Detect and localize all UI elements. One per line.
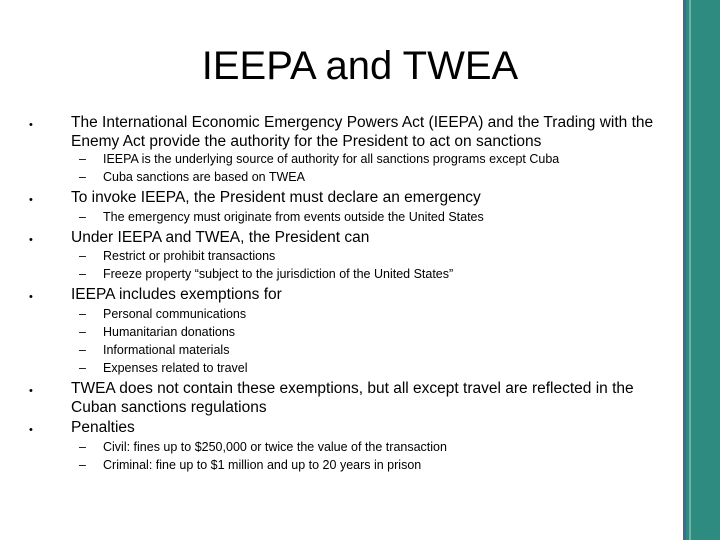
bullet-icon: • [29,194,33,206]
dash-icon: – [79,152,86,166]
dash-icon: – [79,307,86,321]
bullet-icon: • [29,385,33,397]
bullet-text: Penalties [71,419,135,436]
sub-bullet-text: Cuba sanctions are based on TWEA [103,170,305,184]
bullet-icon: • [29,234,33,246]
dash-icon: – [79,440,86,454]
dash-icon: – [79,458,86,472]
bullet-text: The International Economic Emergency Powers Act (IEEPA) and the Trading with the Enemy Act provide the authority for the President to act on sanctions [71,114,654,150]
sub-bullet-text: Criminal: fine up to $1 million and up to 20 years in prison [103,458,422,472]
sub-bullet-text: IEEPA is the underlying source of authority for all sanctions programs except Cuba [103,152,560,166]
dash-icon: – [79,267,86,281]
bullet-text: IEEPA includes exemptions for [71,286,282,303]
bullet-text: TWEA does not contain these exemptions, but all except travel are reflected in the Cuban sanctions regulations [71,380,634,416]
bullet-icon: • [29,424,33,436]
dash-icon: – [79,325,86,339]
sub-bullet-text: Informational materials [103,343,230,357]
dash-icon: – [79,210,86,224]
sub-bullet-text: Humanitarian donations [103,325,236,339]
slide-title: IEEPA and TWEA [201,44,519,88]
dash-icon: – [79,361,86,375]
sub-bullet-text: Restrict or prohibit transactions [103,249,276,263]
sub-bullet-text: The emergency must originate from events outside the United States [103,210,484,224]
dash-icon: – [79,170,86,184]
sub-bullet-text: Civil: fines up to $250,000 or twice the value of the transaction [103,440,447,454]
dash-icon: – [79,249,86,263]
dash-icon: – [79,343,86,357]
bullet-text: Under IEEPA and TWEA, the President can [71,229,370,246]
sub-bullet-text: Personal communications [103,307,247,321]
bullet-icon: • [29,119,33,131]
sub-bullet-text: Expenses related to travel [103,361,248,375]
bullet-text: To invoke IEEPA, the President must declare an emergency [71,189,481,206]
sub-bullet-text: Freeze property “subject to the jurisdiction of the United States” [103,267,454,281]
bullet-icon: • [29,291,33,303]
